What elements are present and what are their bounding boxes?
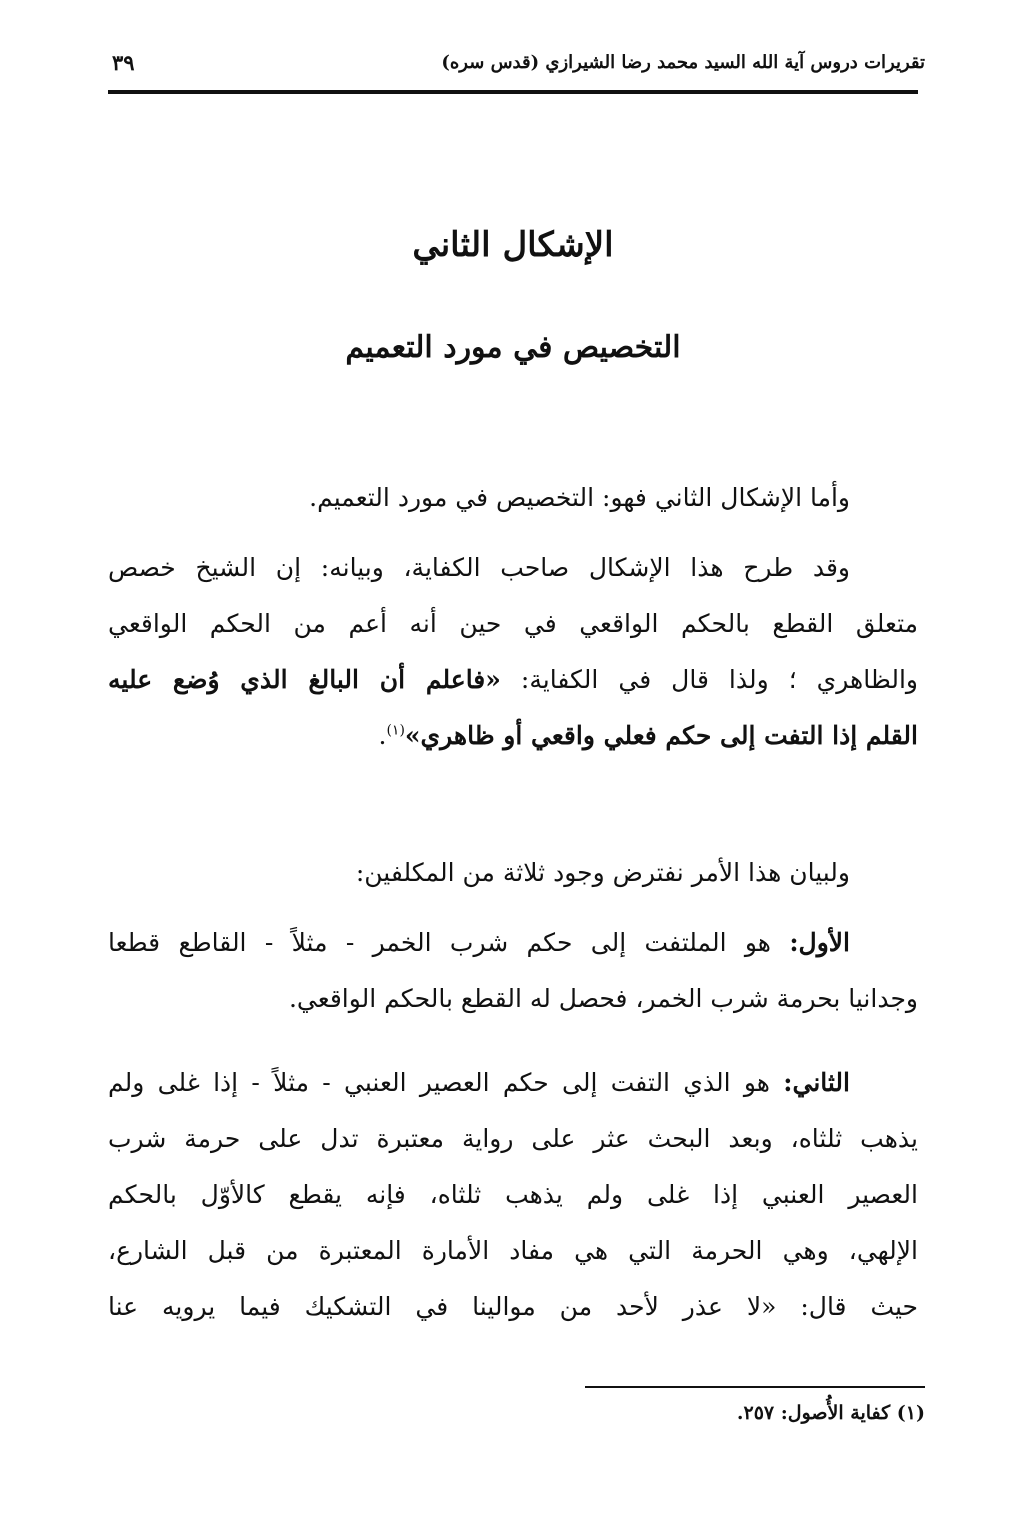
paragraph-text: والظاهري ؛ ولذا قال في الكفاية: [500, 665, 918, 694]
paragraph-kifaya [108, 540, 918, 764]
paragraph-first-case [108, 915, 918, 1027]
paragraph-line: ولبيان هذا الأمر نفترض وجود ثلاثة من المكلفين: [355, 858, 850, 887]
paragraph-line: وأما الإشكال الثاني فهو: التخصيص في مورد التعميم. [309, 483, 850, 512]
case-label: الأول: [789, 928, 850, 957]
paragraph-intro [108, 470, 918, 526]
quotation-text: «فاعلم أن البالغ الذي وُضع عليه [108, 665, 501, 694]
paragraph-line: وقد طرح هذا الإشكال صاحب الكفاية، وبيانه: إن الشيخ خصص [108, 553, 850, 582]
paragraph-line: متعلق القطع بالحكم الواقعي في حين أنه أعم من الحكم الواقعي [108, 609, 918, 638]
paragraph-line: يذهب ثلثاه، وبعد البحث عثر على رواية معتبرة تدل على حرمة شرب [108, 1124, 918, 1153]
paragraph-line [108, 915, 918, 971]
paragraph-line: العصير العنبي إذا غلى ولم يذهب ثلثاه، فإنه يقطع كالأوّل بالحكم [108, 1180, 918, 1209]
paragraph-line: الإلهي، وهي الحرمة التي هي مفاد الأمارة المعتبرة من قبل الشارع، [108, 1236, 918, 1265]
paragraph-second-case [108, 1055, 918, 1335]
header-divider [108, 90, 918, 94]
paragraph-line [108, 1055, 918, 1111]
paragraph-text: هو الملتفت إلى حكم شرب الخمر - مثلاً - القاطع قطعا [108, 928, 790, 957]
quotation-text: القلم إذا التفت إلى حكم فعلي واقعي أو ظاهري» [404, 721, 918, 750]
footnote-divider [585, 1386, 925, 1388]
paragraph-text: . [378, 721, 387, 750]
section-subheading: التخصيص في مورد التعميم [345, 330, 681, 365]
paragraph-line [108, 708, 918, 764]
footnote-reference[interactable]: (١) [386, 722, 405, 739]
section-heading: الإشكال الثاني [412, 225, 614, 265]
paragraph-text: هو الذي التفت إلى حكم العصير العنبي - مثلاً - إذا غلى ولم [108, 1068, 784, 1097]
page-number: ٣٩ [112, 50, 135, 75]
case-label: الثاني: [783, 1068, 850, 1097]
paragraph-line [108, 652, 918, 708]
paragraph-three-cases [108, 845, 918, 901]
running-header-title: تقريرات دروس آية الله السيد محمد رضا الشيرازي (قدس سره) [441, 52, 925, 73]
paragraph-line: حيث قال: «لا عذر لأحد من موالينا في التشكيك فيما يرويه عنا [108, 1292, 918, 1321]
paragraph-line: وجدانيا بحرمة شرب الخمر، فحصل له القطع بالحكم الواقعي. [288, 984, 918, 1013]
footnote: (١) كفاية الأُصول: ٢٥٧. [736, 1402, 925, 1424]
